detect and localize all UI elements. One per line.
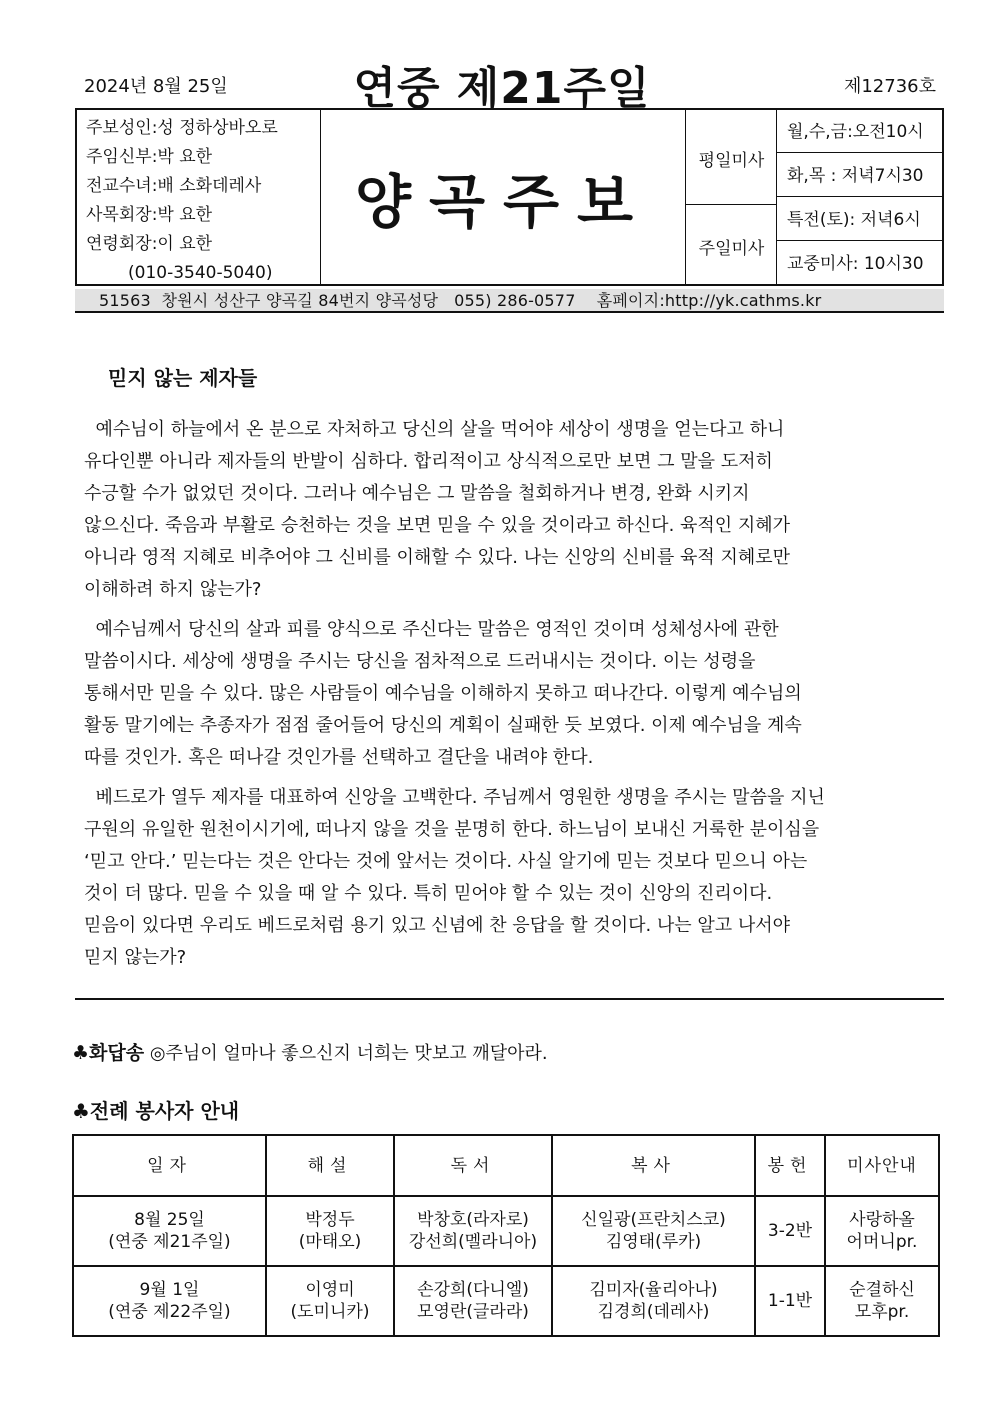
cell-guide xyxy=(825,1266,939,1336)
cell-commentary xyxy=(266,1196,394,1266)
article-line: 말씀이시다. 세상에 생명을 주시는 당신을 점차적으로 드러내시는 것이다. 이는 성령을 xyxy=(84,651,756,672)
address-bar xyxy=(75,289,944,313)
mass-time: 월,수,금:오전10시 xyxy=(777,110,944,153)
article-line: 유다인뿐 아니라 제자들의 반발이 심하다. 합리적이고 상식적으로만 보면 그 말을 도저히 xyxy=(84,451,773,472)
bulletin-date: 2024년 8월 25일 xyxy=(84,76,228,97)
cell-line: 강선희(멜라니아) xyxy=(408,1232,538,1252)
staff-line: 주임신부:박 요한 xyxy=(86,147,213,167)
mass-labels xyxy=(686,110,777,284)
article-heading: 믿지 않는 제자들 xyxy=(108,366,258,390)
cell-line: 김영태(루카) xyxy=(605,1232,702,1252)
cell-line: 9월 1일 xyxy=(139,1280,200,1300)
staff-phone: (010-3540-5040) xyxy=(128,263,273,283)
article-paragraph xyxy=(84,782,944,974)
parish-bulletin-name: 양곡주보 xyxy=(321,110,686,284)
article-line: 것이 더 많다. 믿을 수 있을 때 알 수 있다. 특히 믿어야 할 수 있는 것이 신앙의 진리이다. xyxy=(84,883,773,904)
staff-list xyxy=(77,110,321,284)
weekday-mass-label: 평일미사 xyxy=(698,151,765,171)
article-line: 예수님이 하늘에서 온 분으로 자처하고 당신의 살을 먹어야 세상이 생명을 얻는다고 하니 xyxy=(84,419,785,440)
cell-line: 신일광(프란치스코) xyxy=(581,1210,726,1230)
cell-line: 이영미 xyxy=(305,1280,355,1300)
staff-line: 주보성인:성 정하상바오로 xyxy=(86,118,278,138)
mass-times xyxy=(777,110,944,284)
cell-line: 모후pr. xyxy=(854,1302,910,1322)
cell-reading xyxy=(394,1266,552,1336)
cell-line: 김미자(율리아나) xyxy=(589,1280,718,1300)
article-line: 베드로가 열두 제자를 대표하여 신앙을 고백한다. 주님께서 영원한 생명을 주시는 말씀을 지닌 xyxy=(84,787,825,808)
cell-offering: 1-1반 xyxy=(755,1266,825,1336)
cell-line: 손강희(다니엘) xyxy=(417,1280,529,1300)
cell-offering: 3-2반 xyxy=(755,1196,825,1266)
staff-line: 연령회장:이 요한 xyxy=(86,234,213,254)
psalm-text: ◎주님이 얼마나 좋으신지 너희는 맛보고 깨달아라. xyxy=(144,1043,548,1064)
mass-divider xyxy=(686,204,777,205)
cell-line: 박창호(라자로) xyxy=(417,1210,529,1230)
mass-time: 특전(토): 저녁6시 xyxy=(777,198,944,241)
cell-line: 순결하신 xyxy=(849,1280,915,1300)
table-header-row xyxy=(73,1135,939,1196)
article-line: 아니라 영적 지혜로 비추어야 그 신비를 이해할 수 있다. 나는 신앙의 신비를 육적 지혜로만 xyxy=(84,547,791,568)
cell-server xyxy=(552,1266,755,1336)
column-header: 봉헌 xyxy=(755,1135,825,1196)
column-header: 일자 xyxy=(73,1135,266,1196)
article-line: 통해서만 믿을 수 있다. 많은 사람들이 예수님을 이해하지 못하고 떠나간다. 이렇게 예수님의 xyxy=(84,683,802,704)
cell-server xyxy=(552,1196,755,1266)
cell-line: 8월 25일 xyxy=(134,1210,205,1230)
cell-reading xyxy=(394,1196,552,1266)
article-line: 믿지 않는가? xyxy=(84,947,187,968)
cell-line: 김경희(데레사) xyxy=(597,1302,710,1322)
responsorial-psalm xyxy=(72,1038,548,1065)
cell-date xyxy=(73,1266,266,1336)
section-divider xyxy=(75,998,944,1000)
article-line: 수긍할 수가 없었던 것이다. 그러나 예수님은 그 말씀을 철회하거나 변경, 완화 시키지 xyxy=(84,483,750,504)
sunday-mass-label: 주일미사 xyxy=(698,239,765,259)
cell-line: (도미니카) xyxy=(290,1302,370,1322)
article-line: 구원의 유일한 원천이시기에, 떠나지 않을 것을 분명히 한다. 하느님이 보내신 거룩한 분이심을 xyxy=(84,819,820,840)
issue-number: 제12736호 xyxy=(843,76,936,97)
psalm-label: ♣화답송 xyxy=(72,1042,145,1064)
column-header: 해설 xyxy=(266,1135,394,1196)
article-line: 이해하려 하지 않는가? xyxy=(84,579,262,600)
cell-line: (연중 제21주일) xyxy=(108,1232,231,1252)
article-line: 따를 것인가. 혹은 떠나갈 것인가를 선택하고 결단을 내려야 한다. xyxy=(84,747,594,768)
staff-line: 사목회장:박 요한 xyxy=(86,205,213,225)
cell-line: 어머니pr. xyxy=(846,1232,918,1252)
article-line: 믿음이 있다면 우리도 베드로처럼 용기 있고 신념에 찬 응답을 할 것이다. 나는 알고 나서야 xyxy=(84,915,791,936)
cell-line: 박정두 xyxy=(305,1210,355,1230)
article-body xyxy=(84,414,944,982)
address-text: 51563 창원시 성산구 양곡길 84번지 양곡성당 055) 286-0577 홈페이지:http://yk.cathms.kr xyxy=(99,291,822,310)
cell-line: (마태오) xyxy=(298,1232,362,1252)
mass-time: 교중미사: 10시30 xyxy=(787,254,924,274)
article-line: 예수님께서 당신의 살과 피를 양식으로 주신다는 말씀은 영적인 것이며 성체성사에 관한 xyxy=(84,619,779,640)
article-line: 활동 말기에는 추종자가 점점 줄어들어 당신의 계획이 실패한 듯 보였다. 이제 예수님을 계속 xyxy=(84,715,802,736)
service-table xyxy=(72,1134,940,1337)
column-header: 미사안내 xyxy=(825,1135,939,1196)
service-section-title: ♣전례 봉사자 안내 xyxy=(72,1099,240,1123)
table-row xyxy=(73,1266,939,1336)
cell-date xyxy=(73,1196,266,1266)
cell-guide xyxy=(825,1196,939,1266)
article-paragraph xyxy=(84,414,944,606)
article-line: 않으신다. 죽음과 부활로 승천하는 것을 보면 믿을 수 있을 것이라고 하신다. 육적인 지혜가 xyxy=(84,515,791,536)
cell-line: 모영란(글라라) xyxy=(417,1302,529,1322)
staff-line: 전교수녀:배 소화데레사 xyxy=(86,176,262,196)
cell-line: 사랑하올 xyxy=(849,1210,915,1230)
mass-time: 화,목 : 저녁7시30 xyxy=(777,154,944,197)
page-title: 연중 제21주일 xyxy=(353,63,651,114)
article-line: ‘믿고 안다.’ 믿는다는 것은 안다는 것에 앞서는 것이다. 사실 알기에 믿는 것보다 믿으니 아는 xyxy=(84,851,808,872)
masthead-box xyxy=(75,108,944,286)
column-header: 복사 xyxy=(552,1135,755,1196)
cell-line: (연중 제22주일) xyxy=(108,1302,231,1322)
column-header: 독서 xyxy=(394,1135,552,1196)
table-row xyxy=(73,1196,939,1266)
cell-commentary xyxy=(266,1266,394,1336)
article-paragraph xyxy=(84,614,944,774)
